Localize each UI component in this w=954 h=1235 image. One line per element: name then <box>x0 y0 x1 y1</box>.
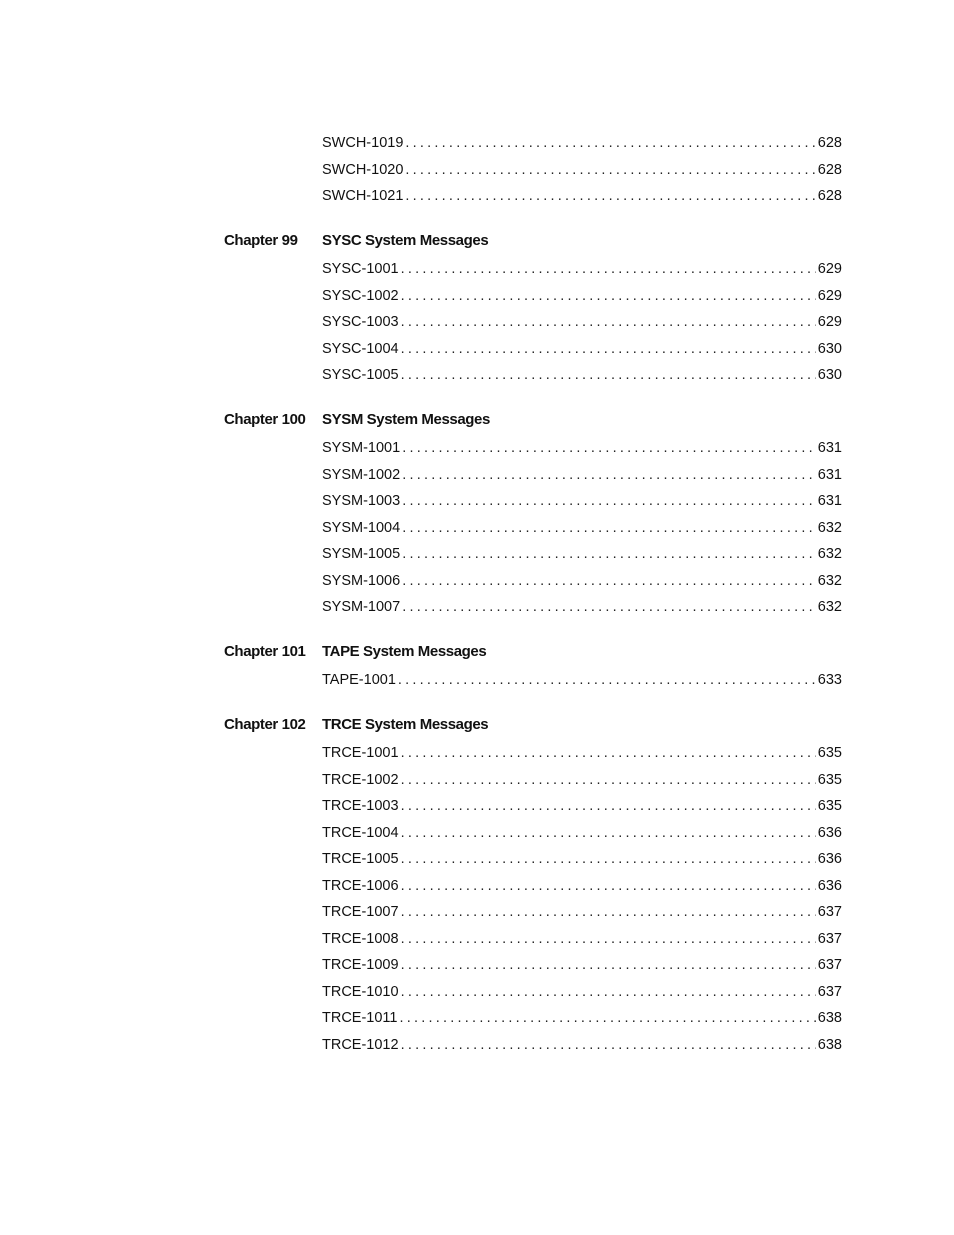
dot-leader <box>402 491 816 511</box>
entry-page-number: 632 <box>817 519 842 536</box>
dot-leader <box>405 160 815 180</box>
entry-page-number: 637 <box>817 904 842 920</box>
entry-page-number: 631 <box>817 440 842 456</box>
entry-page-number: 631 <box>817 493 842 509</box>
toc-entry[interactable] <box>322 902 842 922</box>
toc-entry[interactable] <box>322 876 842 896</box>
toc-entry[interactable] <box>322 982 842 1002</box>
chapter-title: SYSM System Messages <box>322 411 490 428</box>
entry-code: SWCH-1019 <box>322 135 404 151</box>
toc-entry[interactable] <box>322 796 842 816</box>
entry-code: SYSC-1001 <box>322 261 399 277</box>
dot-leader <box>398 670 816 690</box>
toc-entry[interactable] <box>322 438 842 458</box>
toc-entry[interactable] <box>322 312 842 332</box>
entry-code: TRCE-1008 <box>322 930 399 947</box>
dot-leader <box>401 849 816 869</box>
toc-entry[interactable] <box>322 465 842 485</box>
entry-page-number: 638 <box>817 1036 842 1053</box>
entry-page-number: 637 <box>817 930 842 947</box>
entry-page-number: 635 <box>817 771 842 788</box>
entry-code: TRCE-1001 <box>322 745 399 761</box>
entry-code: SWCH-1020 <box>322 161 404 178</box>
entry-page-number: 632 <box>817 572 842 589</box>
chapter-number: Chapter 99 <box>224 232 298 249</box>
toc-entry[interactable] <box>322 544 842 564</box>
chapter-number: Chapter 102 <box>224 716 306 733</box>
dot-leader <box>401 259 816 279</box>
entry-page-number: 629 <box>817 314 842 330</box>
dot-leader <box>401 955 816 975</box>
entry-code: TRCE-1009 <box>322 957 399 973</box>
entry-code: TRCE-1003 <box>322 798 399 814</box>
entry-code: SYSM-1002 <box>322 466 401 483</box>
dot-leader <box>401 796 816 816</box>
chapter-heading <box>224 409 844 431</box>
entry-code: SYSM-1001 <box>322 440 401 456</box>
chapter-title: TRCE System Messages <box>322 716 489 733</box>
toc-entry[interactable] <box>322 571 842 591</box>
dot-leader <box>402 571 816 591</box>
toc-entry[interactable] <box>322 1035 842 1055</box>
entry-code: TRCE-1005 <box>322 851 399 867</box>
entry-page-number: 628 <box>817 161 842 178</box>
dot-leader <box>401 902 816 922</box>
toc-entry[interactable] <box>322 259 842 279</box>
entry-page-number: 628 <box>817 188 842 204</box>
toc-entry[interactable] <box>322 491 842 511</box>
toc-entry[interactable] <box>322 770 842 790</box>
dot-leader <box>402 465 816 485</box>
dot-leader <box>401 743 816 763</box>
toc-entry[interactable] <box>322 929 842 949</box>
chapter-number: Chapter 101 <box>224 643 306 660</box>
entry-page-number: 629 <box>817 261 842 277</box>
dot-leader <box>402 597 816 617</box>
chapter-title: SYSC System Messages <box>322 232 489 249</box>
chapter-title: TAPE System Messages <box>322 643 487 660</box>
entry-code: SYSC-1004 <box>322 340 399 357</box>
chapter-heading <box>224 641 844 663</box>
dot-leader <box>405 133 815 153</box>
entry-code: SYSC-1002 <box>322 287 399 304</box>
entry-page-number: 632 <box>817 599 842 615</box>
entry-code: TRCE-1004 <box>322 824 399 841</box>
toc-entry[interactable] <box>322 955 842 975</box>
entry-page-number: 638 <box>817 1010 842 1026</box>
entry-code: TRCE-1010 <box>322 983 399 1000</box>
toc-entry[interactable] <box>322 670 842 690</box>
entry-page-number: 637 <box>817 983 842 1000</box>
toc-entry[interactable] <box>322 186 842 206</box>
dot-leader <box>401 365 816 385</box>
dot-leader <box>401 286 816 306</box>
entry-page-number: 636 <box>817 824 842 841</box>
entry-code: TAPE-1001 <box>322 672 396 688</box>
entry-code: SYSM-1005 <box>322 546 401 562</box>
chapter-heading <box>224 714 844 736</box>
dot-leader <box>402 438 816 458</box>
entry-code: TRCE-1012 <box>322 1036 399 1053</box>
entry-code: TRCE-1006 <box>322 877 399 894</box>
dot-leader <box>401 982 816 1002</box>
dot-leader <box>401 876 816 896</box>
entry-page-number: 636 <box>817 877 842 894</box>
entry-page-number: 635 <box>817 745 842 761</box>
entry-code: SWCH-1021 <box>322 188 404 204</box>
dot-leader <box>401 770 816 790</box>
dot-leader <box>401 339 816 359</box>
entry-page-number: 633 <box>817 672 842 688</box>
entry-code: SYSM-1007 <box>322 599 401 615</box>
dot-leader <box>402 544 816 564</box>
entry-code: SYSM-1004 <box>322 519 401 536</box>
toc-entry[interactable] <box>322 1008 842 1028</box>
entry-code: SYSM-1003 <box>322 493 401 509</box>
dot-leader <box>402 518 816 538</box>
toc-entry[interactable] <box>322 339 842 359</box>
dot-leader <box>399 1008 815 1028</box>
entry-page-number: 630 <box>817 367 842 383</box>
dot-leader <box>401 823 816 843</box>
toc-entry[interactable] <box>322 365 842 385</box>
dot-leader <box>401 312 816 332</box>
entry-code: TRCE-1002 <box>322 771 399 788</box>
entry-page-number: 635 <box>817 798 842 814</box>
toc-entry[interactable] <box>322 743 842 763</box>
entry-page-number: 630 <box>817 340 842 357</box>
dot-leader <box>401 1035 816 1055</box>
toc-entry[interactable] <box>322 286 842 306</box>
entry-code: TRCE-1011 <box>322 1010 398 1026</box>
toc-entry[interactable] <box>322 849 842 869</box>
entry-code: SYSC-1005 <box>322 367 399 383</box>
entry-code: SYSM-1006 <box>322 572 401 589</box>
entry-page-number: 636 <box>817 851 842 867</box>
entry-page-number: 628 <box>817 135 842 151</box>
chapter-heading <box>224 230 844 252</box>
entry-page-number: 629 <box>817 287 842 304</box>
entry-page-number: 632 <box>817 546 842 562</box>
toc-entry[interactable] <box>322 518 842 538</box>
toc-entry[interactable] <box>322 823 842 843</box>
toc-entry[interactable] <box>322 160 842 180</box>
chapter-number: Chapter 100 <box>224 411 306 428</box>
entry-code: TRCE-1007 <box>322 904 399 920</box>
dot-leader <box>401 929 816 949</box>
dot-leader <box>405 186 815 206</box>
toc-entry[interactable] <box>322 133 842 153</box>
entry-page-number: 637 <box>817 957 842 973</box>
entry-code: SYSC-1003 <box>322 314 399 330</box>
toc-entry[interactable] <box>322 597 842 617</box>
entry-page-number: 631 <box>817 466 842 483</box>
